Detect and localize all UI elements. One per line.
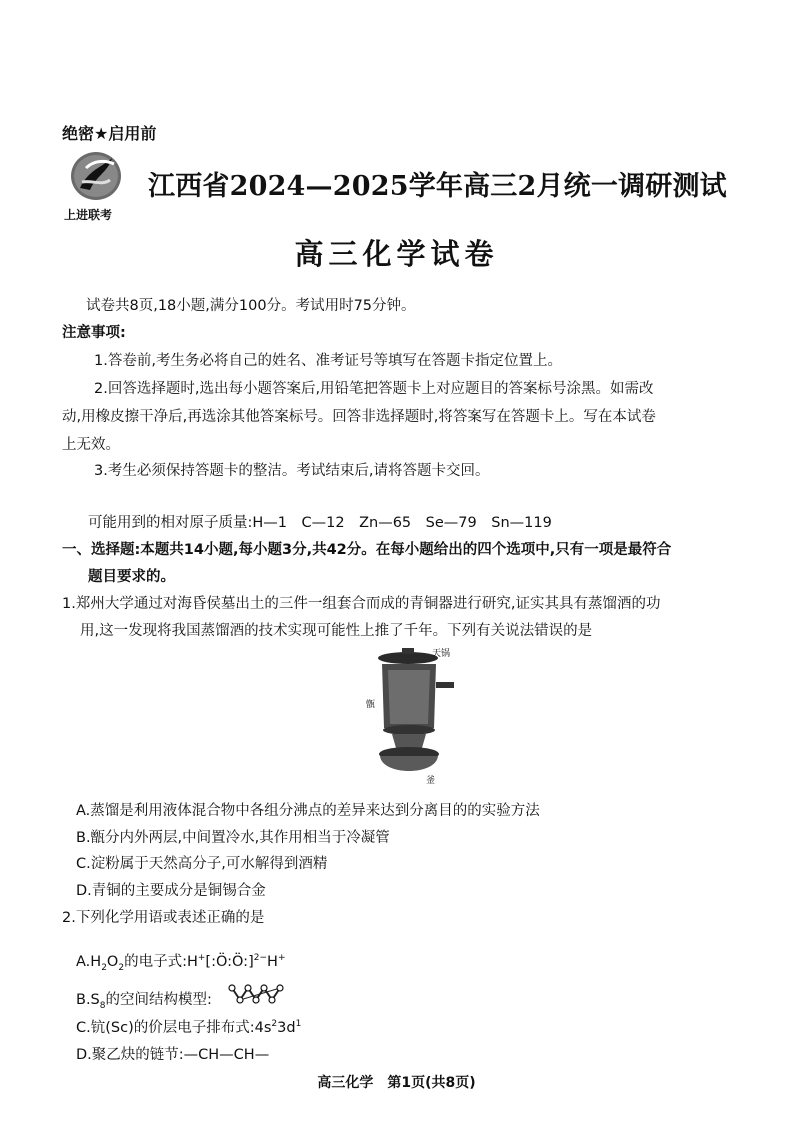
note-3: 3.考生必须保持答题卡的整洁。考试结束后,请将答题卡交回。	[94, 463, 490, 479]
confidential-mark: 绝密★启用前	[62, 124, 157, 143]
exam-subtitle: 高三化学试卷	[294, 237, 499, 271]
question-1-option-a: A.蒸馏是利用液体混合物中各组分沸点的差异来达到分离目的的实验方法	[76, 803, 540, 819]
note-2-line-2: 动,用橡皮擦干净后,再选涂其他答案标号。回答非选择题时,将答案写在答题卡上。写在本试卷	[62, 409, 656, 425]
question-1-option-b: B.甑分内外两层,中间置冷水,其作用相当于冷凝管	[76, 830, 390, 846]
exam-title: 江西省2024—2025学年高三2月统一调研测试	[148, 171, 727, 202]
logo-text: 上进联考	[64, 208, 113, 222]
question-2-option-d: D.聚乙炔的链节:—CH—CH—	[76, 1047, 270, 1063]
intro-text: 试卷共8页,18小题,满分100分。考试用时75分钟。	[86, 298, 416, 314]
page-footer: 高三化学 第1页(共8页)	[317, 1075, 476, 1091]
label-tianguo: 天锅	[432, 649, 451, 659]
note-2-line-3: 上无效。	[62, 437, 120, 453]
notes-heading: 注意事项:	[62, 325, 126, 341]
s8-structure-model	[228, 984, 286, 1004]
bronze-still-image	[362, 644, 462, 786]
question-2-option-c: C.钪(Sc)的价层电子排布式$:4s^23d^1$	[76, 1019, 302, 1036]
atomic-masses: 可能用到的相对原子质量:H—1 C—12 Zn—65 Se—79 Sn—119	[88, 515, 552, 531]
question-2-option-a: $A.H_2O_2$的电子式:H+[:Ö:Ö:]$^{2-}$H+	[76, 953, 286, 973]
section-1-line-1: 一、选择题:本题共14小题,每小题3分,共42分。在每小题给出的四个选项中,只有一项是最符合	[62, 542, 672, 558]
label-fu: 釜	[426, 776, 436, 786]
question-1-option-c: C.淀粉属于天然高分子,可水解得到酒精	[76, 856, 328, 872]
note-2-line-1: 2.回答选择题时,选出每小题答案后,用铅笔把答题卡上对应题目的答案标号涂黑。如需改	[94, 381, 654, 397]
question-2-stem: 2.下列化学用语或表述正确的是	[62, 910, 265, 926]
question-1-option-d: D.青铜的主要成分是铜锡合金	[76, 883, 266, 899]
section-1-line-2: 题目要求的。	[88, 569, 175, 585]
question-1-stem-line-2: 用,这一发现将我国蒸馏酒的技术实现可能性上推了千年。下列有关说法错误的是	[80, 623, 593, 639]
note-1: 1.答卷前,考生务必将自己的姓名、准考证号等填写在答题卡指定位置上。	[94, 353, 562, 369]
label-zeng: 甑	[366, 700, 376, 710]
question-1-stem-line-1: 1.郑州大学通过对海昏侯墓出土的三件一组套合而成的青铜器进行研究,证实其具有蒸馏酒的功	[62, 596, 661, 612]
question-2-option-b: $B.S_8$的空间结构模型:	[76, 992, 212, 1011]
